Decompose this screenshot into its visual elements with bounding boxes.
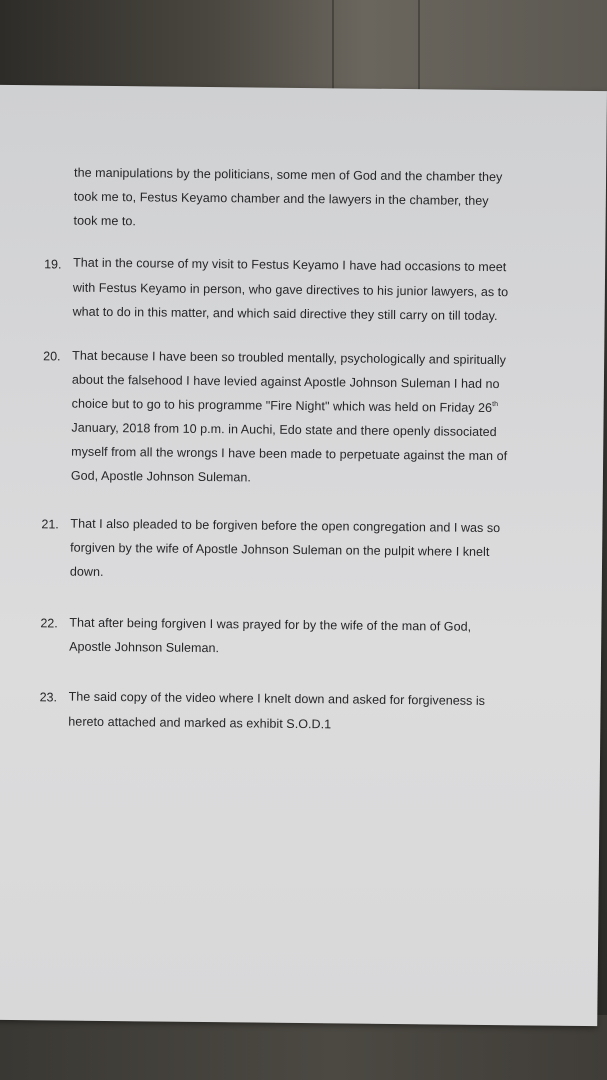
paragraph-number: 19. <box>44 257 62 272</box>
background-seam <box>332 0 334 100</box>
text-line: hereto attached and marked as exhibit S.O.D.1 <box>68 714 332 732</box>
date-superscript: th <box>492 400 499 409</box>
paragraph-number: 20. <box>43 349 61 364</box>
text-line: with Festus Keyamo in person, who gave directives to his junior lawyers, as to <box>72 280 509 300</box>
text-line: about the falsehood I have levied against Apostle Johnson Suleman I had no <box>71 372 500 392</box>
text-line: took me to, Festus Keyamo chamber and the lawyers in the chamber, they <box>73 189 489 208</box>
text-line: down. <box>69 564 104 579</box>
text-line: what to do in this matter, and which said directive they still carry on till today. <box>72 304 498 324</box>
paragraph-number: 21. <box>41 517 59 532</box>
text-line: January, 2018 from 10 p.m. in Auchi, Edo state and there openly dissociated <box>71 420 497 440</box>
text-line: took me to. <box>73 213 137 229</box>
document-page <box>0 85 607 1026</box>
text-line: That I also pleaded to be forgiven before the open congregation and I was so <box>70 516 501 536</box>
paragraph-number: 23. <box>39 690 58 705</box>
text-line: forgiven by the wife of Apostle Johnson Suleman on the pulpit where I knelt <box>70 540 490 559</box>
paragraph-number: 22. <box>40 616 58 631</box>
text-line: God, Apostle Johnson Suleman. <box>70 468 252 485</box>
text-line: choice but to go to his programme "Fire Night" which was held on Friday 26th <box>71 396 499 415</box>
text-line: myself from all the wrongs I have been made to perpetuate against the man of <box>71 444 508 464</box>
text-line: That in the course of my visit to Festus Keyamo I have had occasions to meet <box>73 255 507 275</box>
text-line: That because I have been so troubled mentally, psychologically and spiritually <box>72 348 507 368</box>
text-line: That after being forgiven I was prayed for by the wife of the man of God, <box>69 615 472 634</box>
text-line: Apostle Johnson Suleman. <box>69 639 220 656</box>
background-seam <box>418 0 420 100</box>
text-line: the manipulations by the politicians, some men of God and the chamber they <box>74 165 503 185</box>
text-line: The said copy of the video where I knelt down and asked for forgiveness is <box>68 689 486 708</box>
